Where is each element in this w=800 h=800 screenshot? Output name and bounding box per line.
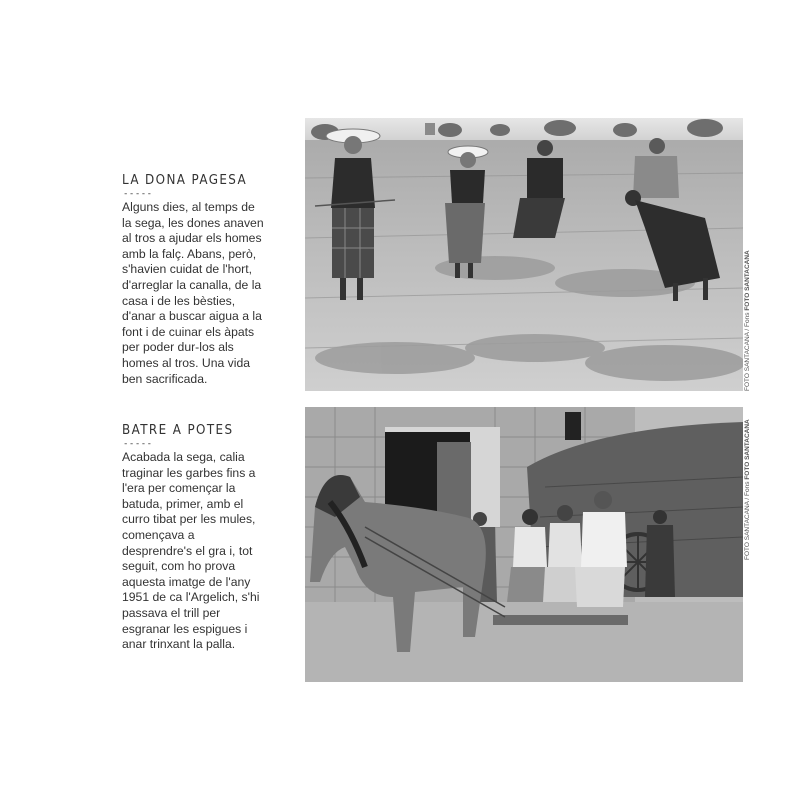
section-text-batre-a-potes: Acabada la sega, calia traginar les garbes fins a l'era per començar la batuda, primer, amb el curro tibat per les mules, començava a desprendre's el gra i, tot seguit, com ho prova aquesta imatge de l'any 1951 de ca l'Argelich, s'hi passava el trill per esgranar les espigues i anar trinxant la palla. xyxy=(122,450,260,652)
section-dashes: ----- xyxy=(123,189,153,199)
photo-threshing-horse xyxy=(305,407,743,682)
section-title-batre-a-potes: BATRE A POTES xyxy=(122,423,234,438)
section-text-la-dona-pagesa: Alguns dies, al temps de la sega, les dones anaven al tros a ajudar els homes amb la falç. Abans, però, s'havien cuidat de l'hort, d'arreglar la canalla, de la casa i de les bèsties, d'anar a buscar aigua a la font i de cuinar els àpats per poder dur-los als homes al tros. Una vida ben sacrificada. xyxy=(122,200,264,386)
section-title-la-dona-pagesa: LA DONA PAGESA xyxy=(122,173,248,188)
photo-credit-2: FOTO SANTACANA / Fons FOTO SANTACANA xyxy=(744,419,751,560)
section-dashes: ----- xyxy=(123,439,153,449)
photo-credit-1: FOTO SANTACANA / Fons FOTO SANTACANA xyxy=(744,250,751,391)
photo-women-harvesting xyxy=(305,118,743,391)
